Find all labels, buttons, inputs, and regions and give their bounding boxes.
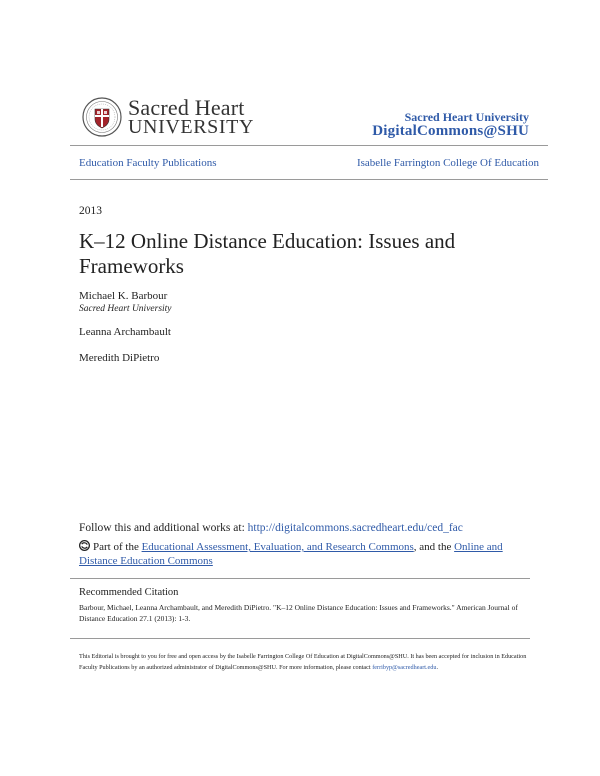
commons-network-icon xyxy=(79,540,90,551)
distance-education-commons-link[interactable]: Online and Distance Education Commons xyxy=(79,541,503,567)
repository-university: Sacred Heart University xyxy=(404,110,529,124)
citation-divider xyxy=(70,578,530,579)
part-of-prefix: Part of the xyxy=(93,541,142,553)
notice-suffix: . xyxy=(436,664,439,671)
collection-link[interactable]: Education Faculty Publications xyxy=(79,157,217,169)
logo-name-line1: Sacred Heart xyxy=(128,95,245,120)
author-affiliation: Sacred Heart University xyxy=(79,304,172,314)
follow-prefix: Follow this and additional works at: xyxy=(79,522,248,534)
collection-url-link[interactable]: http://digitalcommons.sacredheart.edu/ced_fac xyxy=(247,522,463,534)
contact-email-link[interactable]: ferribyp@sacredheart.edu xyxy=(372,664,437,671)
notice-divider xyxy=(70,638,530,639)
header-divider xyxy=(70,145,548,146)
author-name: Meredith DiPietro xyxy=(79,352,160,364)
notice-text: This Editorial is brought to you for free and open access by the Isabelle Farrington College Of Education at DigitalCommons@SHU. It has been accepted for inclusion in Education Faculty Publications by an authorized administrator of DigitalCommons@SHU. For more information, please contact xyxy=(79,653,527,671)
logo-name-line2: UNIVERSITY xyxy=(128,116,254,138)
author-name: Leanna Archambault xyxy=(79,326,171,338)
university-seal-icon xyxy=(82,97,122,137)
citation-text: Barbour, Michael, Leanna Archambault, and Meredith DiPietro. "K–12 Online Distance Education: Issues and Frameworks." American Journal of Distance Education 27.1 (2013): 1-3. xyxy=(79,603,518,623)
citation-heading: Recommended Citation xyxy=(79,587,179,598)
part-of-middle: , and the xyxy=(413,541,455,553)
publication-year: 2013 xyxy=(79,205,102,217)
assessment-commons-link[interactable]: Educational Assessment, Evaluation, and Research Commons xyxy=(141,541,414,553)
college-link[interactable]: Isabelle Farrington College Of Education xyxy=(356,157,539,169)
nav-divider xyxy=(70,179,548,180)
article-title: K–12 Online Distance Education: Issues and Frameworks xyxy=(79,229,456,278)
part-of-line xyxy=(79,540,529,568)
author-name: Michael K. Barbour xyxy=(79,290,168,302)
repository-name-link[interactable]: DigitalCommons@SHU xyxy=(372,123,529,139)
follow-line xyxy=(79,522,463,534)
access-notice xyxy=(79,651,529,673)
